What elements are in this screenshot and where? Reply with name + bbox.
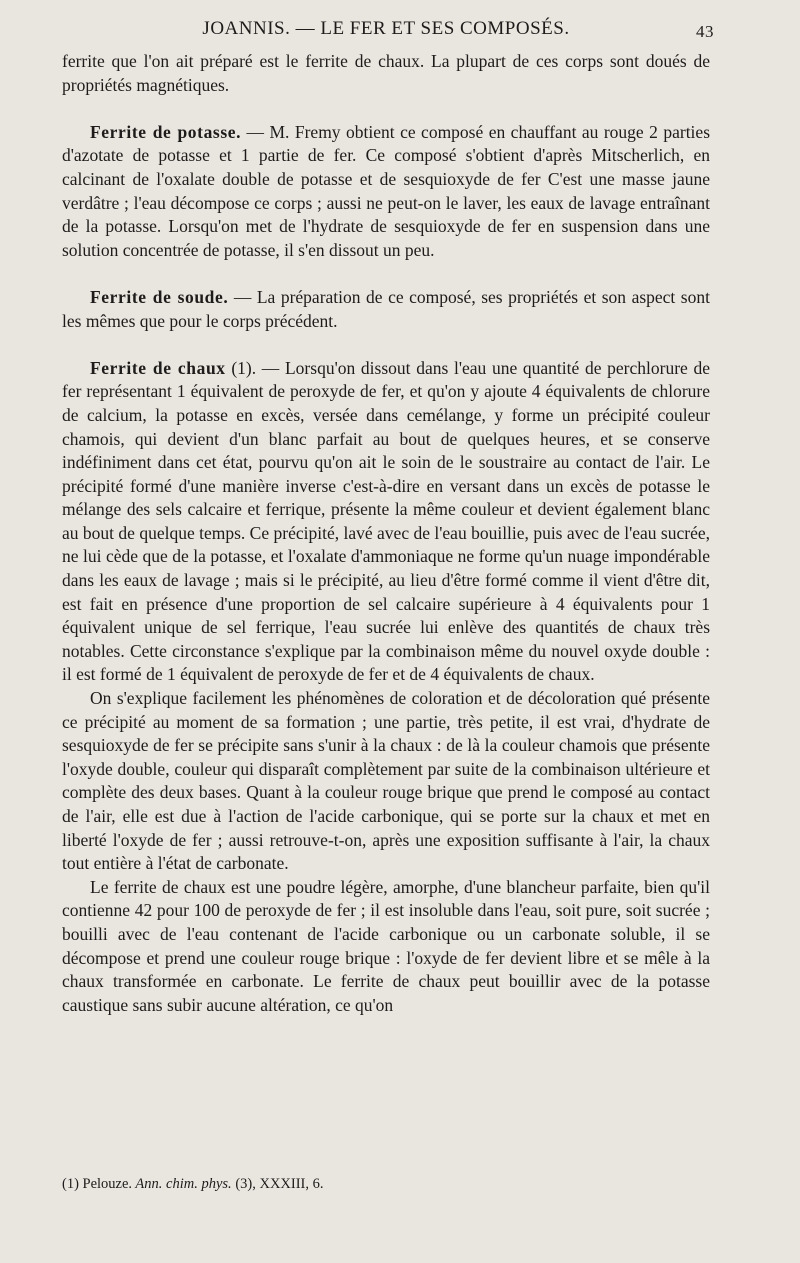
body-text — [62, 50, 710, 1017]
section-heading: Ferrite de potasse. — [90, 121, 242, 142]
running-title: JOANNIS. — LE FER ET SES COMPOSÉS. — [202, 18, 570, 39]
section-text: — M. Fremy obtient ce composé en chauffant au rouge 2 parties d'azotate de potasse et 1 partie de fer. Ce composé s'obtient d'après Mitscherlich, en calcinant de l'oxalate double de potasse et de sesquioxyde de fer C'est une masse jaune verdâtre ; l'eau décompose ce corps ; aussi ne peut-on le laver, les eaux de lavage entraînant de la potasse. Lorsqu'on met de l'hydrate de sesquioxyde de fer en suspension dans une solution concentrée de potasse, il s'en dissout un peu. — [62, 121, 711, 260]
paragraph-continuation: ferrite que l'on ait préparé est le ferrite de chaux. La plupart de ces corps sont doués de propriétés magnétiques. — [62, 51, 710, 95]
running-header — [62, 18, 714, 44]
footnote-source: Ann. chim. phys. — [132, 1176, 232, 1192]
paragraph: Le ferrite de chaux est une poudre légère, amorphe, d'une blancheur parfaite, bien qu'il contienne 42 pour 100 de peroxyde de fer ; il est insoluble dans l'eau, soit pure, soit sucrée ; bouilli avec de l'eau contenant de l'acide carbonique ou un carbonate soluble, il se décompose et prend une couleur rouge brique : l'oxyde de fer devient libre et se mêle à la chaux transformée en carbonate. Le ferrite de chaux peut bouillir avec de la potasse caustique sans subir aucune altération, ce qu'on — [62, 876, 710, 1015]
section-heading: Ferrite de soude. — [90, 286, 229, 307]
section-ferrite-chaux — [62, 357, 710, 687]
section-ferrite-soude — [62, 286, 710, 333]
paragraph: On s'explique facilement les phénomènes de coloration et de décoloration qué présente ce précipité au moment de sa formation ; une partie, très petite, il est vrai, d'hydrate de sesquioxyde de fer se précipite sans s'unir à la chaux : de là la couleur chamois que présente l'oxyde double, couleur qui disparaît complètement par suite de la combinaison ultérieure et complète des deux bases. Quant à la couleur rouge brique que prend le composé au contact de l'air, elle est due à l'action de l'acide carbonique, qui se porte sur la chaux et met en liberté l'oxyde de fer ; aussi retrouve-t-on, après une exposition suffisante à l'air, la chaux tout entière à l'état de carbonate. — [62, 688, 710, 874]
section-text: — Lorsqu'on dissout dans l'eau une quantité de perchlorure de fer représentant 1 équivalent de peroxyde de fer, et qu'on y ajoute 4 équivalents de chlorure de calcium, la potasse en excès, versée dans cemélange, y forme un précipité couleur chamois, qui devient d'un blanc parfait au bout de quelques heures, et se conserve indéfiniment dans cet état, pourvu qu'on ait le soin de le soustraire au contact de l'air. Le précipité formé d'une manière inverse c'est-à-dire en versant dans un excès de potasse le mélange des sels calcaire et ferrique, présente la même couleur et devient également blanc au bout de quelque temps. Ce précipité, lavé avec de l'eau bouillie, puis avec de l'eau sucrée, ne lui cède que de la potasse, et l'oxalate d'ammoniaque ne forme qu'un nuage impondérable dans les eaux de lavage ; mais si le précipité, au lieu d'être formé comme il vient d'être dit, est fait en présence d'une proportion de sel calcaire supérieure à 4 équivalents pour 1 équivalent unique de sel ferrique, l'eau sucrée lui enlève des quantités de chaux très notables. Cette circonstance s'explique par la combinaison même du nouvel oxyde double : il est formé de 1 équivalent de peroxyde de fer et de 4 équivalents de chaux. — [62, 357, 710, 685]
footnote — [62, 1176, 324, 1193]
section-heading: Ferrite de chaux — [90, 357, 226, 378]
footnote-reference: (1). — [225, 357, 257, 378]
footnote-ref: (3), XXXIII, 6. — [231, 1176, 324, 1192]
footnote-marker: (1) Pelouze. — [62, 1176, 133, 1192]
section-ferrite-potasse — [62, 121, 710, 263]
page-number: 43 — [696, 22, 714, 41]
section-text: — La préparation de ce composé, ses propriétés et son aspect sont les mêmes que pour le corps précédent. — [62, 286, 710, 331]
